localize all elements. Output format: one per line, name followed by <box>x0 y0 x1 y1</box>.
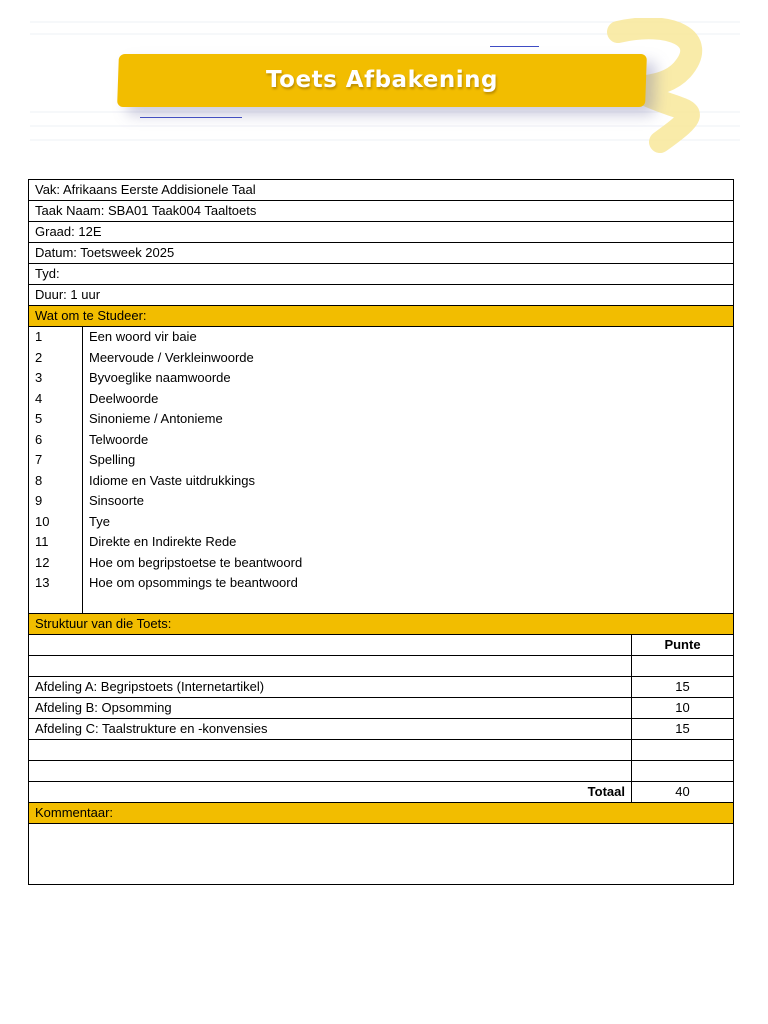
structure-header-blank <box>29 635 632 656</box>
structure-points <box>632 761 734 782</box>
detail-row <box>29 222 734 243</box>
detail-row <box>29 180 734 201</box>
study-item-number: 4 <box>35 390 43 406</box>
detail-row <box>29 201 734 222</box>
comments-row <box>29 824 734 885</box>
total-value: 40 <box>632 782 734 803</box>
study-item-topic: Hoe om opsommings te beantwoord <box>89 575 298 590</box>
detail-grade: Graad: 12E <box>29 222 734 243</box>
study-item-topic: Hoe om begripstoetse te beantwoord <box>89 554 303 570</box>
table-row <box>29 656 734 677</box>
study-item-number: 10 <box>35 513 50 529</box>
study-item-number: 8 <box>35 472 43 488</box>
structure-points <box>632 740 734 761</box>
study-item-topic: Sinsoorte <box>89 493 144 508</box>
study-topics-column <box>83 327 733 613</box>
structure-section: Afdeling B: Opsomming <box>29 698 632 719</box>
study-item-topic: Deelwoorde <box>89 390 159 406</box>
test-scope-table <box>28 179 734 885</box>
detail-date: Datum: Toetsweek 2025 <box>29 243 734 264</box>
study-item-number: 13 <box>35 575 50 590</box>
detail-subject: Vak: Afrikaans Eerste Addisionele Taal <box>29 180 734 201</box>
structure-points: 15 <box>632 719 734 740</box>
detail-time: Tyd: <box>29 264 734 285</box>
study-item-number: 2 <box>35 349 43 365</box>
table-row <box>29 740 734 761</box>
study-list <box>29 327 734 614</box>
table-row <box>29 698 734 719</box>
decorative-line-top <box>490 46 539 47</box>
study-item-number: 1 <box>35 329 43 344</box>
detail-row <box>29 243 734 264</box>
study-row <box>29 327 734 614</box>
detail-duration: Duur: 1 uur <box>29 285 734 306</box>
comments-area <box>29 824 734 885</box>
structure-section: Afdeling C: Taalstrukture en -konvensies <box>29 719 632 740</box>
table-row <box>29 677 734 698</box>
study-item-topic: Telwoorde <box>89 431 149 447</box>
page-title: Toets Afbakening <box>266 67 498 93</box>
detail-row <box>29 285 734 306</box>
structure-points: 10 <box>632 698 734 719</box>
points-header: Punte <box>632 635 734 656</box>
decorative-line-bottom <box>140 117 242 118</box>
study-item-topic: Een woord vir baie <box>89 329 197 344</box>
detail-task-name: Taak Naam: SBA01 Taak004 Taaltoets <box>29 201 734 222</box>
structure-section: Afdeling A: Begripstoets (Internetartikel) <box>29 677 632 698</box>
structure-section <box>29 761 632 782</box>
section-header-row <box>29 306 734 327</box>
study-item-number: 7 <box>35 452 43 467</box>
comments-heading: Kommentaar: <box>29 803 734 824</box>
study-item-topic: Direkte en Indirekte Rede <box>89 534 237 549</box>
structure-points <box>632 656 734 677</box>
section-header-row <box>29 803 734 824</box>
study-item-number: 9 <box>35 493 43 508</box>
study-item-number: 11 <box>35 534 49 549</box>
study-item-number: 3 <box>35 370 43 385</box>
study-item-topic: Idiome en Vaste uitdrukkings <box>89 472 255 488</box>
structure-section <box>29 656 632 677</box>
structure-points: 15 <box>632 677 734 698</box>
study-item-number: 6 <box>35 431 43 447</box>
study-item-topic: Meervoude / Verkleinwoorde <box>89 349 254 365</box>
detail-row <box>29 264 734 285</box>
study-item-topic: Sinonieme / Antonieme <box>89 411 223 426</box>
total-label: Totaal <box>29 782 632 803</box>
structure-header-row <box>29 635 734 656</box>
table-row <box>29 719 734 740</box>
study-heading: Wat om te Studeer: <box>29 306 734 327</box>
structure-section <box>29 740 632 761</box>
study-numbers-column <box>29 327 83 613</box>
study-item-number: 5 <box>35 411 43 426</box>
study-item-number: 12 <box>35 554 50 570</box>
total-row <box>29 782 734 803</box>
table-row <box>29 761 734 782</box>
section-header-row <box>29 614 734 635</box>
study-item-topic: Spelling <box>89 452 136 467</box>
structure-heading: Struktuur van die Toets: <box>29 614 734 635</box>
study-item-topic: Byvoeglike naamwoorde <box>89 370 231 385</box>
study-item-topic: Tye <box>89 513 110 529</box>
